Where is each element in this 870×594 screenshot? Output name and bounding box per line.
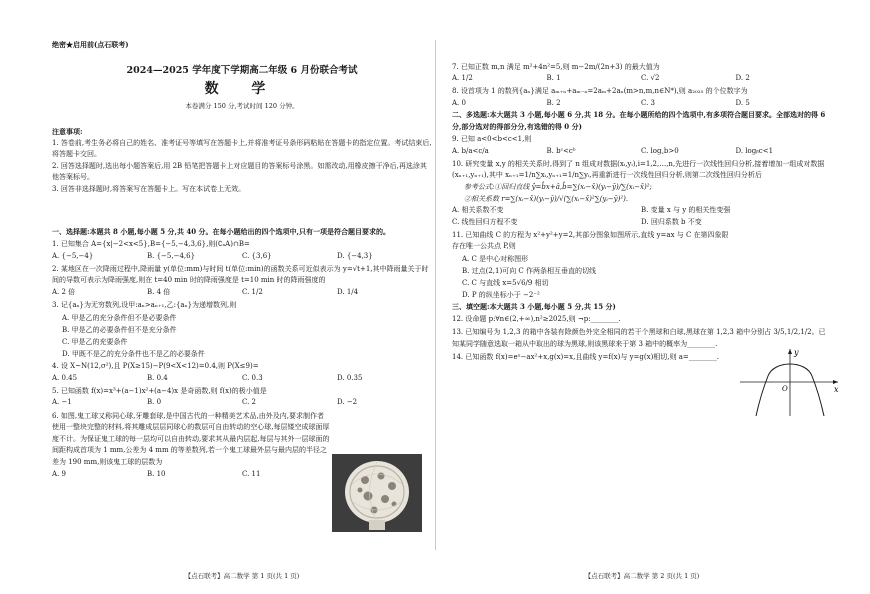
question-stem: 5. 已知函数 f(x)=x³+(a−1)x²+(a−4)x 是奇函数,则 f(x)的极小值是 bbox=[52, 386, 267, 395]
options bbox=[52, 251, 432, 263]
question-stem: 9. 已知 a<0<b<c<1,则 bbox=[452, 135, 532, 144]
option-a: A. 2 倍 bbox=[52, 287, 76, 296]
options bbox=[52, 287, 432, 299]
option-a: A. 甲是乙的充分条件但不是必要条件 bbox=[62, 313, 177, 322]
question-stem: 1. 已知集合 A={x|−2<x<5},B={−5,−4,3,6},则(∁ₐA)∩B= bbox=[52, 240, 250, 249]
footer-left: 【点石联考】高二数学 第 1 页(共 1 页) bbox=[184, 572, 300, 580]
exam-title: 2024—2025 学年度下学期高二年级 6 月份联合考试 bbox=[126, 65, 358, 76]
subject-title: 数 学 bbox=[204, 81, 280, 97]
options bbox=[452, 73, 830, 85]
section-1 bbox=[52, 226, 432, 480]
option-b: B. 4 倍 bbox=[147, 287, 171, 296]
question-1 bbox=[52, 239, 432, 262]
option-a: A. 0 bbox=[452, 98, 466, 107]
question-3 bbox=[52, 300, 432, 360]
reference-formula-1: 参考公式:①回归直线 ŷ=b̂x+â,b̂=∑(xᵢ−x̄)(yᵢ−ȳ)/∑(xᵢ−x̄)²; bbox=[464, 182, 652, 191]
option-b: B. 0.4 bbox=[147, 373, 168, 382]
question-stem: 11. 已知曲线 C 的方程为 x²+y²+y=2,其部分图象如图所示,直线 y=ax 与 C 在第四象限存在唯一公共点 P,则 bbox=[452, 230, 729, 251]
question-11 bbox=[452, 230, 830, 301]
option-c: C. 甲是乙的充要条件 bbox=[62, 337, 128, 346]
question-stem: 3. 记{aₙ}为无穷数列,设甲:aₙ>aₙ₊₁,乙:{aₙ}为递增数列,则 bbox=[52, 301, 237, 310]
question-stem: 13. 已知编号为 1,2,3 的箱中各装有除颜色外完全相同的若干个黑球和白球,黑球在第 1,2,3 箱中分别占 3/5,1/2,1/2。已知某同学随意选取一箱从中取出的球为黑球,则该黑球来于第 3 箱中的概率为________. bbox=[452, 328, 826, 348]
option-c: C. 11 bbox=[242, 469, 261, 478]
notice-title: 注意事项: bbox=[52, 127, 83, 136]
option-c: C. 线性回归方程不变 bbox=[452, 217, 518, 226]
question-8 bbox=[452, 86, 830, 109]
question-2 bbox=[52, 264, 432, 299]
option-a: A. 相关系数不变 bbox=[452, 206, 504, 215]
notice-item: 3. 回答非选择题时,将答案写在答题卡上。写在本试卷上无效。 bbox=[52, 184, 246, 193]
option-c: C. C 与直线 x=5√6/9 相切 bbox=[462, 279, 549, 287]
question-stem: 12. 设命题 p:∀n∈(2,+∞),n²≥2025,则 ¬p:________. bbox=[452, 315, 621, 324]
option-d: D. 甲既不是乙的充分条件也不是乙的必要条件 bbox=[62, 349, 205, 358]
option-b: B. 10 bbox=[147, 469, 166, 478]
section-title: 二、多选题:本大题共 3 小题,每小题 6 分,共 18 分。在每小题所给的四个选项中,有多项符合题目要求。全部选对的得 6 分,部分选对的得部分分,有选错的得 0 分) bbox=[452, 110, 826, 131]
axis-x-label: x bbox=[834, 385, 839, 394]
option-c: C. log꜀b>0 bbox=[641, 146, 679, 155]
reference-formula-2: ②相关系数 r=∑(xᵢ−x̄)(yᵢ−ȳ)/√(∑(xᵢ−x̄)²∑(yᵢ−ȳ)²). bbox=[464, 194, 629, 203]
option-a: A. {−5,−4} bbox=[52, 251, 94, 260]
footer-right: 【点石联考】高二数学 第 2 页(共 1 页) bbox=[584, 572, 700, 580]
question-stem: 4. 设 X~N(12,σ²),且 P(X≥15)−P(9<X<12)=0.4,则 P(X≤9)= bbox=[52, 362, 259, 371]
secret-mark: 绝密★启用前(点石联考) bbox=[52, 40, 129, 49]
option-b: B. 2 bbox=[546, 98, 561, 107]
options bbox=[452, 217, 830, 229]
question-9 bbox=[452, 134, 830, 157]
option-b: B. 甲是乙的必要条件但不是充分条件 bbox=[62, 325, 177, 334]
option-b: B. 过点(2,1)可向 C 作两条相互垂直的切线 bbox=[462, 267, 596, 275]
option-c: C. 1/2 bbox=[242, 287, 263, 296]
option-d: D. P 的纵坐标小于 −2⁻² bbox=[462, 291, 540, 299]
options bbox=[452, 253, 730, 301]
notice-item: 2. 回答选择题时,选出每小题答案后,用 2B 铅笔把答题卡上对应题目的答案标号涂黑。如需改动,用橡皮擦干净后,再选涂其他答案标号。 bbox=[52, 161, 427, 182]
option-b: B. {−5,−4,6} bbox=[147, 251, 196, 260]
option-d: D. {−4,3} bbox=[337, 251, 373, 260]
option-c: C. √2 bbox=[641, 74, 660, 83]
option-a: A. 0.45 bbox=[52, 373, 78, 382]
question-stem: 6. 如图,鬼工球又称同心球,牙雕套球,是中国古代的一种精美艺术品,由外及内,要求制作者使用一整块完整的材料,将其雕成层层同球心的数层可自由转动的空心球,每层镂空成球面厚度不计。为保证鬼工球的每一层均可以自由转动,要求其从最内层起,每层与其外一层球面的间距构成首项为 1 mm,公差为 4 mm 的等差数列,若一个鬼工球最外层与最内层的半径之差为 190 mm,则该鬼工球的层数为 bbox=[52, 411, 330, 466]
option-d: D. logᵦc<1 bbox=[735, 146, 774, 155]
page-divider bbox=[435, 40, 436, 550]
options bbox=[52, 397, 432, 409]
section-title: 三、填空题:本大题共 3 小题,每小题 5 分,共 15 分) bbox=[452, 302, 616, 311]
exam-info: 本卷满分 150 分,考试时间 120 分钟。 bbox=[185, 102, 299, 110]
page-right bbox=[440, 0, 870, 594]
question-7 bbox=[452, 62, 830, 85]
option-c: C. {3,6} bbox=[242, 251, 272, 260]
option-d: D. 0.35 bbox=[337, 373, 363, 382]
section-title: 一、选择题:本题共 8 小题,每小题 5 分,共 40 分。在每小题给出的四个选项中,只有一项是符合题目要求的。 bbox=[52, 227, 390, 236]
options bbox=[52, 373, 432, 385]
options bbox=[52, 312, 432, 360]
right-column bbox=[452, 60, 830, 363]
option-b: B. 1 bbox=[546, 74, 561, 83]
ghost-ball-image bbox=[332, 454, 422, 532]
options bbox=[452, 146, 830, 158]
option-a: A. −1 bbox=[52, 398, 72, 407]
question-stem: 10. 研究变量 x,y 的相关关系时,得到了 n 组成对数据(xᵢ,yᵢ),i=1,2,…,n,先进行一次线性回归分析,接着增加一组成对数据(xₙ₊₁,yₙ₊₁),其中 xₙ₊₁=1/n∑xᵢ,yₙ₊₁=1/n∑yᵢ,再重新进行一次线性回归分析,则第二次线性回归分析后 bbox=[452, 159, 825, 180]
options bbox=[452, 205, 830, 217]
page-left bbox=[0, 0, 430, 594]
question-4 bbox=[52, 361, 432, 384]
option-d: D. 回归系数 b 不变 bbox=[641, 217, 702, 226]
option-c: C. 2 bbox=[242, 398, 257, 407]
question-12 bbox=[452, 314, 830, 326]
option-b: B. 变量 x 与 y 的相关性变强 bbox=[641, 206, 731, 215]
option-d: D. 1/4 bbox=[337, 287, 359, 296]
option-a: A. C 是中心对称图形 bbox=[462, 255, 529, 263]
option-a: A. 9 bbox=[52, 469, 66, 478]
option-a: A. 1/2 bbox=[452, 74, 473, 83]
origin-label: O bbox=[782, 385, 788, 393]
option-c: C. 3 bbox=[641, 98, 656, 107]
question-stem: 7. 已知正数 m,n 满足 m²+4n²=5,则 m−2m/(2n+3) 的最大值为 bbox=[452, 62, 660, 71]
notice-item: 1. 答卷前,考生务必将自己的姓名、准考证号等填写在答题卡上,并将准考证号条形码粘贴在答题卡的指定位置。考试结束后,将答题卡交回。 bbox=[52, 138, 432, 159]
curve-graph bbox=[738, 346, 842, 418]
options bbox=[452, 98, 830, 110]
notice-block bbox=[52, 126, 432, 196]
axis-y-label: y bbox=[794, 348, 799, 357]
option-b: B. bᶜ<cᵇ bbox=[546, 146, 576, 155]
option-d: D. −2 bbox=[337, 398, 358, 407]
option-a: A. b/a<c/a bbox=[452, 146, 489, 155]
question-stem: 14. 已知函数 f(x)=eˣ−ax²+x,g(x)=x,且曲线 y=f(x)与 y=g(x)相切,则 a=________. bbox=[452, 352, 720, 361]
option-c: C. 0.3 bbox=[242, 373, 263, 382]
question-10 bbox=[452, 159, 830, 229]
question-5 bbox=[52, 386, 432, 409]
option-b: B. 0 bbox=[147, 398, 162, 407]
option-d: D. 2 bbox=[735, 74, 750, 83]
question-stem: 2. 某地区在一次降雨过程中,降雨量 y(单位:mm)与时间 t(单位:min)的函数关系可近似表示为 y=√t+1,其中降雨量关于时间的导数可表示为降雨强度,则在 t=40 min 时的降雨强度是 t=10 min 时的降雨强度的 bbox=[52, 264, 429, 285]
option-d: D. 5 bbox=[735, 98, 750, 107]
question-stem: 8. 设首项为 1 的数列{aₙ}满足 aₘ₊ₙ+aₘ₋ₙ=2aₘ+2aₙ(m>n,m,n∈N*),则 a₂₀₂₅ 的个位数字为 bbox=[452, 87, 748, 96]
